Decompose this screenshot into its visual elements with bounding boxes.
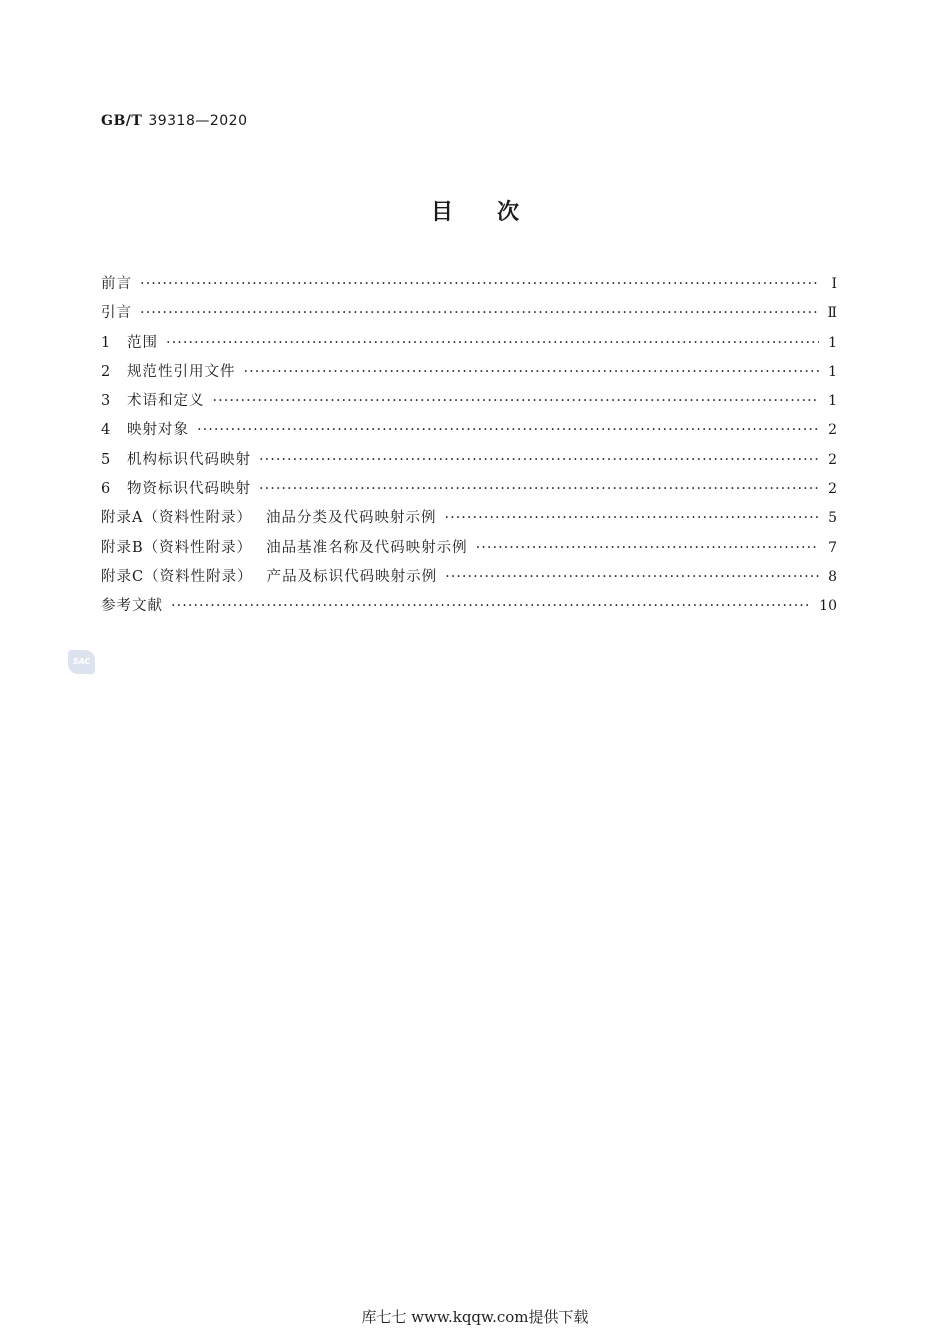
toc-dot-leader xyxy=(197,422,819,438)
toc-entry-label xyxy=(101,565,437,586)
toc-page-number: 1 xyxy=(828,363,837,380)
toc-entry[interactable] xyxy=(101,477,837,506)
toc-dot-leader xyxy=(140,305,819,321)
toc-dot-leader xyxy=(259,481,819,497)
toc-entry-label xyxy=(101,536,468,557)
toc-entry-label xyxy=(127,418,189,439)
toc-entry-label-text: 附录C（资料性附录） xyxy=(101,568,253,585)
toc-entry[interactable] xyxy=(101,272,837,301)
watermark-text: SAC xyxy=(72,657,91,666)
toc-entry[interactable] xyxy=(101,506,837,535)
toc-dot-leader xyxy=(213,393,820,409)
toc-entry-label-text: 附录B（资料性附录） xyxy=(101,539,253,556)
toc-dot-leader xyxy=(244,364,820,380)
toc-entry[interactable] xyxy=(101,565,837,594)
toc-entry-number: 3 xyxy=(101,393,111,410)
toc-page-number: 7 xyxy=(828,539,837,556)
toc-entry[interactable] xyxy=(101,331,837,360)
toc-entry-label xyxy=(127,389,205,410)
toc-page-number: 1 xyxy=(828,393,837,410)
table-of-contents xyxy=(101,272,837,624)
standard-number: 39318—2020 xyxy=(148,113,248,129)
toc-entry-label xyxy=(127,360,236,381)
toc-entry[interactable] xyxy=(101,448,837,477)
toc-page-number: 10 xyxy=(819,598,837,615)
toc-dot-leader xyxy=(140,276,819,292)
toc-entry[interactable] xyxy=(101,536,837,565)
toc-entry-label-text: 机构标识代码映射 xyxy=(127,451,251,468)
toc-entry-label-text: 规范性引用文件 xyxy=(127,363,236,380)
toc-page-number: Ⅱ xyxy=(827,305,837,322)
toc-entry[interactable] xyxy=(101,301,837,330)
toc-entry-label-text: 物资标识代码映射 xyxy=(127,481,251,498)
footer-download-note: 库七七 www.kqqw.com提供下载 xyxy=(361,1308,589,1326)
toc-entry-label-text: 映射对象 xyxy=(127,422,189,439)
toc-dot-leader xyxy=(445,569,819,585)
toc-page-number: 2 xyxy=(828,481,837,498)
toc-entry-number: 6 xyxy=(101,481,111,498)
toc-title: 目次 xyxy=(430,200,563,225)
toc-entry-label-text: 参考文献 xyxy=(101,598,163,615)
toc-appendix-title: 产品及标识代码映射示例 xyxy=(266,568,438,585)
toc-entry-number: 5 xyxy=(101,451,111,468)
toc-appendix-title: 油品基准名称及代码映射示例 xyxy=(266,539,468,556)
toc-entry[interactable] xyxy=(101,360,837,389)
sac-watermark-logo xyxy=(68,650,95,674)
toc-page-number: Ⅰ xyxy=(831,276,837,292)
toc-page-number: 1 xyxy=(828,334,837,351)
toc-entry-label xyxy=(127,477,251,498)
standard-prefix: GB/T xyxy=(101,113,143,129)
toc-entry[interactable] xyxy=(101,418,837,447)
toc-dot-leader xyxy=(476,540,819,556)
toc-entry-label xyxy=(101,272,132,293)
toc-entry-label-text: 前言 xyxy=(101,276,132,292)
toc-page-number: 2 xyxy=(828,451,837,468)
toc-entry-label xyxy=(101,301,132,322)
toc-entry-number: 4 xyxy=(101,422,111,439)
toc-entry-label-text: 术语和定义 xyxy=(127,393,205,410)
toc-page-number: 8 xyxy=(828,568,837,585)
toc-entry-label-text: 引言 xyxy=(101,305,132,322)
toc-entry-number: 1 xyxy=(101,334,111,351)
toc-entry[interactable] xyxy=(101,389,837,418)
toc-entry-label xyxy=(127,448,251,469)
toc-entry-label-text: 附录A（资料性附录） xyxy=(101,510,252,527)
toc-dot-leader xyxy=(166,335,819,351)
toc-entry-label xyxy=(101,506,436,527)
toc-entry-label-text: 范围 xyxy=(127,334,158,351)
toc-appendix-title: 油品分类及代码映射示例 xyxy=(265,510,437,527)
toc-dot-leader xyxy=(171,598,811,614)
toc-dot-leader xyxy=(444,510,819,526)
toc-entry-number: 2 xyxy=(101,363,111,380)
toc-dot-leader xyxy=(259,452,819,468)
toc-entry[interactable] xyxy=(101,594,837,623)
toc-page-number: 2 xyxy=(828,422,837,439)
standard-code xyxy=(101,113,248,129)
toc-page-number: 5 xyxy=(828,510,837,527)
toc-entry-label xyxy=(127,331,158,352)
toc-entry-label xyxy=(101,594,163,615)
